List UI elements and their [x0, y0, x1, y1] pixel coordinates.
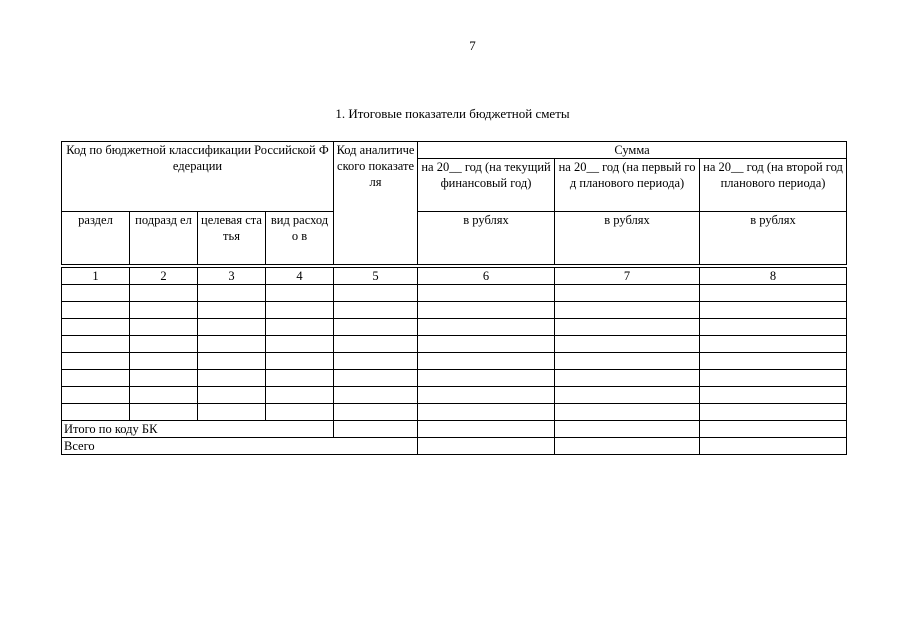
table-cell[interactable]: [334, 302, 418, 319]
table-cell[interactable]: [555, 319, 700, 336]
table-cell[interactable]: [266, 353, 334, 370]
table-cell[interactable]: [130, 387, 198, 404]
table-cell[interactable]: [334, 336, 418, 353]
table-cell[interactable]: [700, 302, 847, 319]
table-cell[interactable]: [62, 387, 130, 404]
table-cell[interactable]: [62, 285, 130, 302]
column-number-1: 1: [62, 268, 130, 285]
column-number-3: 3: [198, 268, 266, 285]
table-cell[interactable]: [418, 387, 555, 404]
table-row: [62, 353, 847, 370]
header-in-rubles-second: в рублях: [700, 212, 847, 265]
header-subsection: подразд ел: [130, 212, 198, 265]
column-number-row: [62, 268, 847, 285]
table-cell[interactable]: [700, 336, 847, 353]
table-cell[interactable]: [334, 285, 418, 302]
table-cell[interactable]: [700, 438, 847, 455]
table-row: [62, 370, 847, 387]
table-row: [62, 302, 847, 319]
table-cell[interactable]: [700, 353, 847, 370]
table-cell[interactable]: [198, 336, 266, 353]
header-target-item: целевая статья: [198, 212, 266, 265]
table-cell[interactable]: [62, 353, 130, 370]
table-cell[interactable]: [266, 285, 334, 302]
header-year-first: на 20__ год (на первый год планового периода): [555, 159, 700, 212]
table-cell[interactable]: [130, 336, 198, 353]
grand-total-label: Всего: [62, 438, 418, 455]
table-cell[interactable]: [198, 370, 266, 387]
column-number-8: 8: [700, 268, 847, 285]
header-bk-code: Код по бюджетной классификации Российской Федерации: [62, 142, 334, 212]
table-cell[interactable]: [555, 285, 700, 302]
page-number: 7: [469, 38, 476, 53]
table-cell[interactable]: [700, 370, 847, 387]
table-cell[interactable]: [266, 387, 334, 404]
table-cell[interactable]: [198, 319, 266, 336]
document-title: 1. Итоговые показатели бюджетной сметы: [335, 106, 570, 121]
table-cell[interactable]: [130, 370, 198, 387]
table-cell[interactable]: [62, 319, 130, 336]
header-analytic-code: Код аналитиче ского показателя: [334, 142, 418, 265]
table-cell[interactable]: [700, 421, 847, 438]
table-cell[interactable]: [266, 302, 334, 319]
table-cell[interactable]: [555, 387, 700, 404]
table-cell[interactable]: [555, 353, 700, 370]
total-bk-row: [62, 421, 847, 438]
table-cell[interactable]: [62, 370, 130, 387]
table-cell[interactable]: [700, 404, 847, 421]
table-cell[interactable]: [334, 387, 418, 404]
table-cell[interactable]: [334, 421, 418, 438]
table-cell[interactable]: [418, 336, 555, 353]
table-cell[interactable]: [418, 319, 555, 336]
header-row-3: [62, 212, 847, 265]
table-row: [62, 404, 847, 421]
table-cell[interactable]: [418, 438, 555, 455]
table-row: [62, 285, 847, 302]
table-cell[interactable]: [62, 336, 130, 353]
table-row: [62, 319, 847, 336]
column-number-6: 6: [418, 268, 555, 285]
table-cell[interactable]: [418, 302, 555, 319]
column-number-7: 7: [555, 268, 700, 285]
table-cell[interactable]: [130, 302, 198, 319]
table-cell[interactable]: [62, 302, 130, 319]
header-in-rubles-current: в рублях: [418, 212, 555, 265]
column-number-4: 4: [266, 268, 334, 285]
table-cell[interactable]: [198, 387, 266, 404]
table-cell[interactable]: [334, 353, 418, 370]
header-row-1: [62, 142, 847, 159]
table-cell[interactable]: [130, 353, 198, 370]
table-cell[interactable]: [555, 421, 700, 438]
header-year-current: на 20__ год (на текущий финансовый год): [418, 159, 555, 212]
table-cell[interactable]: [418, 421, 555, 438]
table-row: [62, 387, 847, 404]
table-cell[interactable]: [198, 404, 266, 421]
total-bk-label: Итого по коду БК: [62, 421, 334, 438]
table-cell[interactable]: [266, 370, 334, 387]
table-cell[interactable]: [418, 353, 555, 370]
table-cell[interactable]: [418, 370, 555, 387]
header-expense-type: вид расходо в: [266, 212, 334, 265]
table-cell[interactable]: [418, 404, 555, 421]
table-cell[interactable]: [700, 285, 847, 302]
table-cell[interactable]: [334, 319, 418, 336]
table-cell[interactable]: [700, 387, 847, 404]
table-cell[interactable]: [198, 353, 266, 370]
table-cell[interactable]: [198, 302, 266, 319]
table-cell[interactable]: [130, 285, 198, 302]
table-cell[interactable]: [266, 404, 334, 421]
table-cell[interactable]: [700, 319, 847, 336]
table-cell[interactable]: [555, 336, 700, 353]
table-cell[interactable]: [334, 370, 418, 387]
header-section: раздел: [62, 212, 130, 265]
table-cell[interactable]: [198, 285, 266, 302]
column-number-2: 2: [130, 268, 198, 285]
header-year-second: на 20__ год (на второй год планового периода): [700, 159, 847, 212]
header-sum: Сумма: [418, 142, 847, 159]
budget-estimate-table: [61, 141, 847, 455]
column-number-5: 5: [334, 268, 418, 285]
table-cell[interactable]: [130, 404, 198, 421]
table-cell[interactable]: [555, 302, 700, 319]
header-in-rubles-first: в рублях: [555, 212, 700, 265]
table-cell[interactable]: [555, 438, 700, 455]
table-cell[interactable]: [555, 370, 700, 387]
table-cell[interactable]: [418, 285, 555, 302]
table-row: [62, 336, 847, 353]
table-cell[interactable]: [266, 319, 334, 336]
table-cell[interactable]: [266, 336, 334, 353]
grand-total-row: [62, 438, 847, 455]
table-cell[interactable]: [62, 404, 130, 421]
table-cell[interactable]: [130, 319, 198, 336]
table-cell[interactable]: [334, 404, 418, 421]
table-cell[interactable]: [555, 404, 700, 421]
